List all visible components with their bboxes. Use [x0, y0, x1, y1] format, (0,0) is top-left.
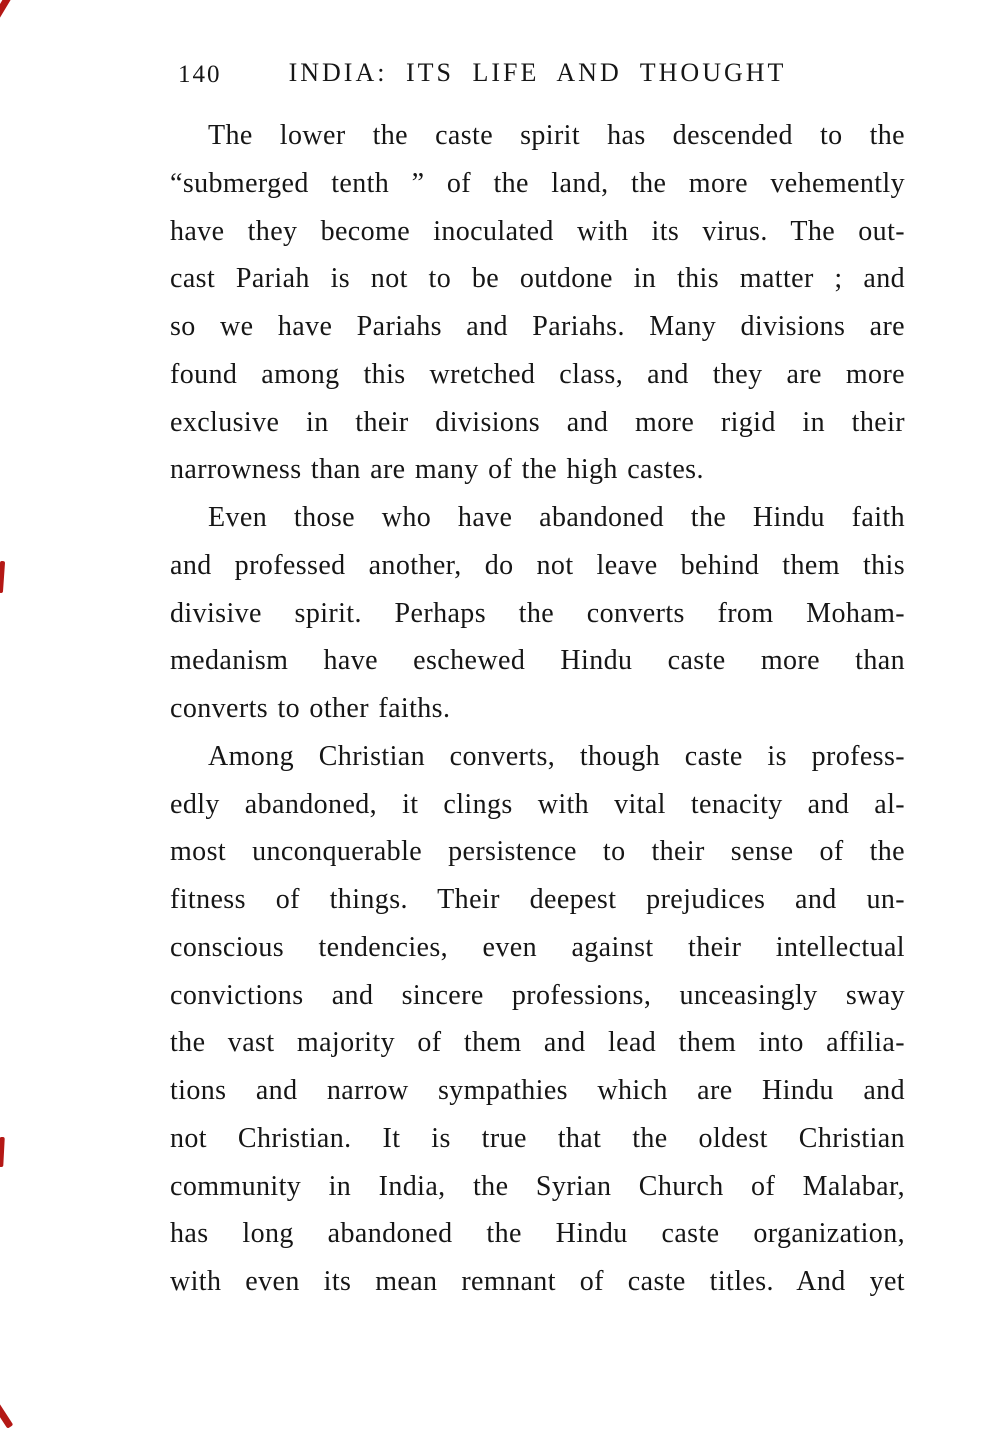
red-scan-mark-left-lower — [0, 1137, 5, 1167]
body-line: edly abandoned, it clings with vital tenacity and al- — [170, 788, 905, 820]
running-head — [170, 54, 905, 94]
paragraph — [170, 112, 905, 494]
red-scan-mark-top-left — [0, 0, 13, 28]
body-line: cast Pariah is not to be outdone in this matter ; and — [170, 263, 905, 295]
body-line: conscious tendencies, even against their intellectual — [170, 931, 905, 963]
body-line: The lower the caste spirit has descended to the — [208, 120, 905, 151]
paragraph — [170, 494, 905, 733]
body-line: not Christian. It is true that the oldest Christian — [170, 1122, 905, 1154]
body-line: Even those who have abandoned the Hindu faith — [208, 502, 905, 533]
body-line: narrowness than are many of the high castes. — [170, 454, 704, 486]
body-line: fitness of things. Their deepest prejudices and un- — [170, 884, 905, 915]
body-line: found among this wretched class, and they are more — [170, 358, 905, 390]
body-line: with even its mean remnant of caste titles. And yet — [170, 1266, 905, 1297]
body-text — [170, 112, 905, 1306]
body-line: the vast majority of them and lead them into affilia- — [170, 1027, 905, 1059]
body-line: has long abandoned the Hindu caste organization, — [170, 1218, 905, 1250]
running-title: INDIA: ITS LIFE AND THOUGHT — [288, 58, 787, 87]
body-line: “submerged tenth ” of the land, the more vehemently — [170, 167, 905, 199]
body-line: so we have Pariahs and Pariahs. Many divisions are — [170, 311, 905, 342]
body-line: medanism have eschewed Hindu caste more than — [170, 645, 905, 677]
body-line: community in India, the Syrian Church of Malabar, — [170, 1170, 905, 1202]
paragraph — [170, 733, 905, 1306]
body-line: and professed another, do not leave behind them this — [170, 549, 905, 581]
body-line: have they become inoculated with its virus. The out- — [170, 215, 905, 247]
body-line: Among Christian converts, though caste is profess- — [208, 740, 905, 772]
body-line: tions and narrow sympathies which are Hindu and — [170, 1075, 905, 1106]
red-scan-mark-left-upper — [0, 561, 5, 593]
page-number: 140 — [178, 61, 222, 88]
body-line: most unconquerable persistence to their sense of the — [170, 836, 905, 868]
body-line: convictions and sincere professions, unceasingly sway — [170, 979, 905, 1011]
red-scan-mark-bottom-left — [0, 1391, 13, 1428]
body-line: converts to other faiths. — [170, 693, 451, 724]
body-line: exclusive in their divisions and more rigid in their — [170, 406, 905, 438]
body-line: divisive spirit. Perhaps the converts from Moham- — [170, 597, 905, 629]
